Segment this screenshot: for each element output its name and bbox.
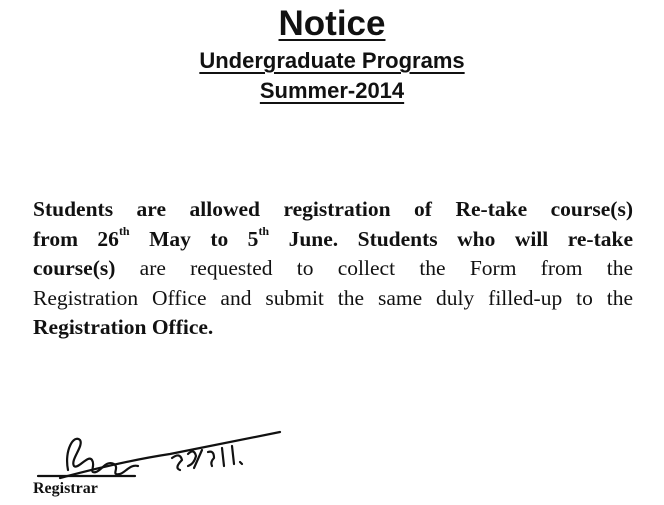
- date-to-text: May to 5: [129, 226, 259, 251]
- body-line-1: [33, 195, 633, 225]
- date-from-text: from 26: [33, 226, 119, 251]
- body-line-2: [33, 225, 633, 255]
- body-line-3-rest: are requested to collect the Form from the: [115, 256, 633, 280]
- course-text: course(s): [33, 256, 116, 280]
- notice-body: [33, 195, 633, 343]
- notice-title: Notice: [278, 4, 386, 43]
- registrar-label: Registrar: [33, 480, 98, 497]
- body-line-3: [33, 254, 633, 284]
- body-line-2-rest: June. Students who will re-take: [269, 226, 633, 251]
- body-line-4-text: Registration Office and submit the same duly filled-up to the: [33, 285, 633, 310]
- body-line-5: [33, 313, 633, 343]
- date-from-suffix: th: [118, 224, 130, 239]
- program-subtitle: Undergraduate Programs: [199, 48, 465, 73]
- body-line-4: [33, 284, 633, 314]
- session-title: Summer-2014: [259, 78, 405, 103]
- registration-office-text: Registration Office.: [33, 315, 214, 339]
- body-line-1-text: Students are allowed registration of Re-take course(s): [33, 197, 633, 221]
- date-to-suffix: th: [258, 224, 270, 239]
